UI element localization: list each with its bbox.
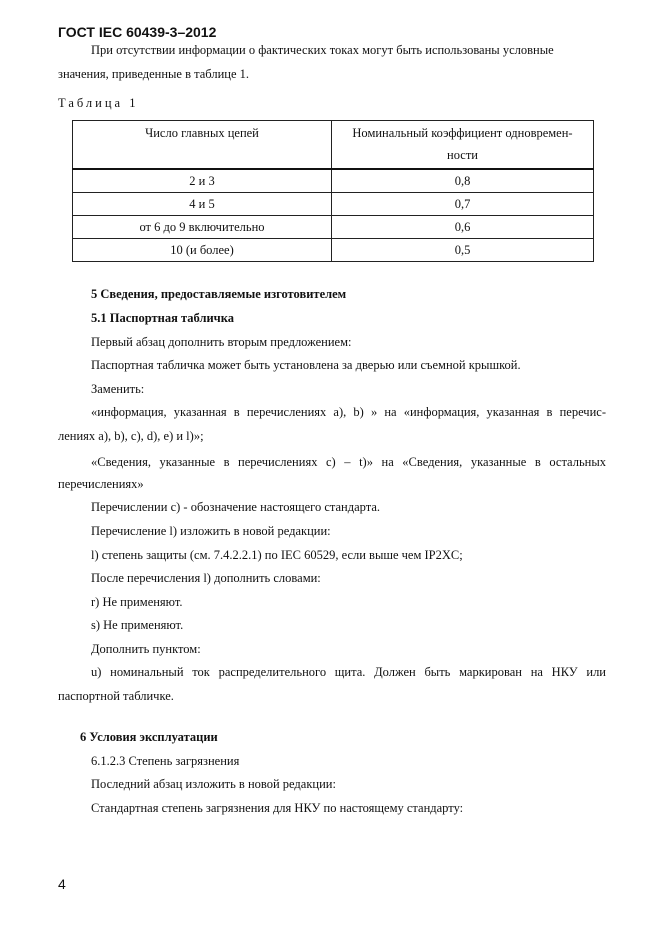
document-header: ГОСТ IEC 60439-3–2012 — [58, 24, 217, 40]
paragraph: l) степень защиты (см. 7.4.2.2.1) по IEC 60529, если выше чем IP2XC; — [91, 548, 463, 562]
intro-line-2: значения, приведенные в таблице 1. — [58, 67, 249, 81]
paragraph: Заменить: — [91, 382, 145, 396]
section-5-heading: 5 Сведения, предоставляемые изготовителем — [91, 287, 347, 301]
paragraph: паспортной табличке. — [58, 689, 174, 703]
paragraph: r) Не применяют. — [91, 595, 183, 609]
table-cell-factor: 0,8 — [332, 169, 594, 193]
paragraph: перечислениях» — [58, 477, 144, 491]
table-row — [73, 216, 594, 239]
paragraph-justified-line: u) номинальный ток распределительного щита. Должен быть маркирован на НКУ или — [91, 665, 606, 679]
paragraph: Перечисление l) изложить в новой редакции: — [91, 524, 331, 538]
paragraph: s) Не применяют. — [91, 618, 184, 632]
section-6-heading: 6 Условия эксплуатации — [80, 730, 218, 744]
paragraph: Паспортная табличка может быть установлена за дверью или съемной крышкой. — [91, 358, 521, 372]
table-caption: Таблица 1 — [58, 96, 139, 110]
paragraph: Дополнить пунктом: — [91, 642, 201, 656]
table-header-factor-line2: ности — [447, 148, 478, 162]
paragraph-justified-line: «Сведения, указанные в перечислениях с) – t)» на «Сведения, указанные в остальных — [91, 455, 606, 469]
table-cell-factor: 0,5 — [332, 239, 594, 262]
table-header-factor — [332, 121, 594, 170]
page-number: 4 — [58, 876, 66, 892]
table-row — [73, 239, 594, 262]
paragraph: Первый абзац дополнить вторым предложением: — [91, 335, 352, 349]
table-row — [73, 193, 594, 216]
paragraph: Стандартная степень загрязнения для НКУ по настоящему стандарту: — [91, 801, 464, 815]
paragraph-justified-line: «информация, указанная в перечислениях а), b) » на «информация, указанная в перечис- — [91, 405, 606, 419]
table-header-circuits: Число главных цепей — [73, 121, 332, 170]
table-cell-factor: 0,6 — [332, 216, 594, 239]
table-header-factor-line1: Номинальный коэффициент одновремен- — [352, 126, 573, 140]
table-cell-factor: 0,7 — [332, 193, 594, 216]
table-cell-circuits: 10 (и более) — [73, 239, 332, 262]
table-cell-circuits: 2 и 3 — [73, 169, 332, 193]
paragraph: После перечисления l) дополнить словами: — [91, 571, 321, 585]
table-cell-circuits: от 6 до 9 включительно — [73, 216, 332, 239]
table-row — [73, 169, 594, 193]
section-5-1-heading: 5.1 Паспортная табличка — [91, 311, 234, 325]
paragraph: лениях а), b), c), d), e) и l)»; — [58, 429, 204, 443]
paragraph: Перечислении с) - обозначение настоящего стандарта. — [91, 500, 381, 514]
paragraph: Последний абзац изложить в новой редакции: — [91, 777, 336, 791]
table-cell-circuits: 4 и 5 — [73, 193, 332, 216]
intro-line-1: При отсутствии информации о фактических токах могут быть использованы условные — [91, 43, 554, 57]
concurrency-factor-table — [72, 120, 594, 262]
paragraph: 6.1.2.3 Степень загрязнения — [91, 754, 240, 768]
table-header-row — [73, 121, 594, 170]
